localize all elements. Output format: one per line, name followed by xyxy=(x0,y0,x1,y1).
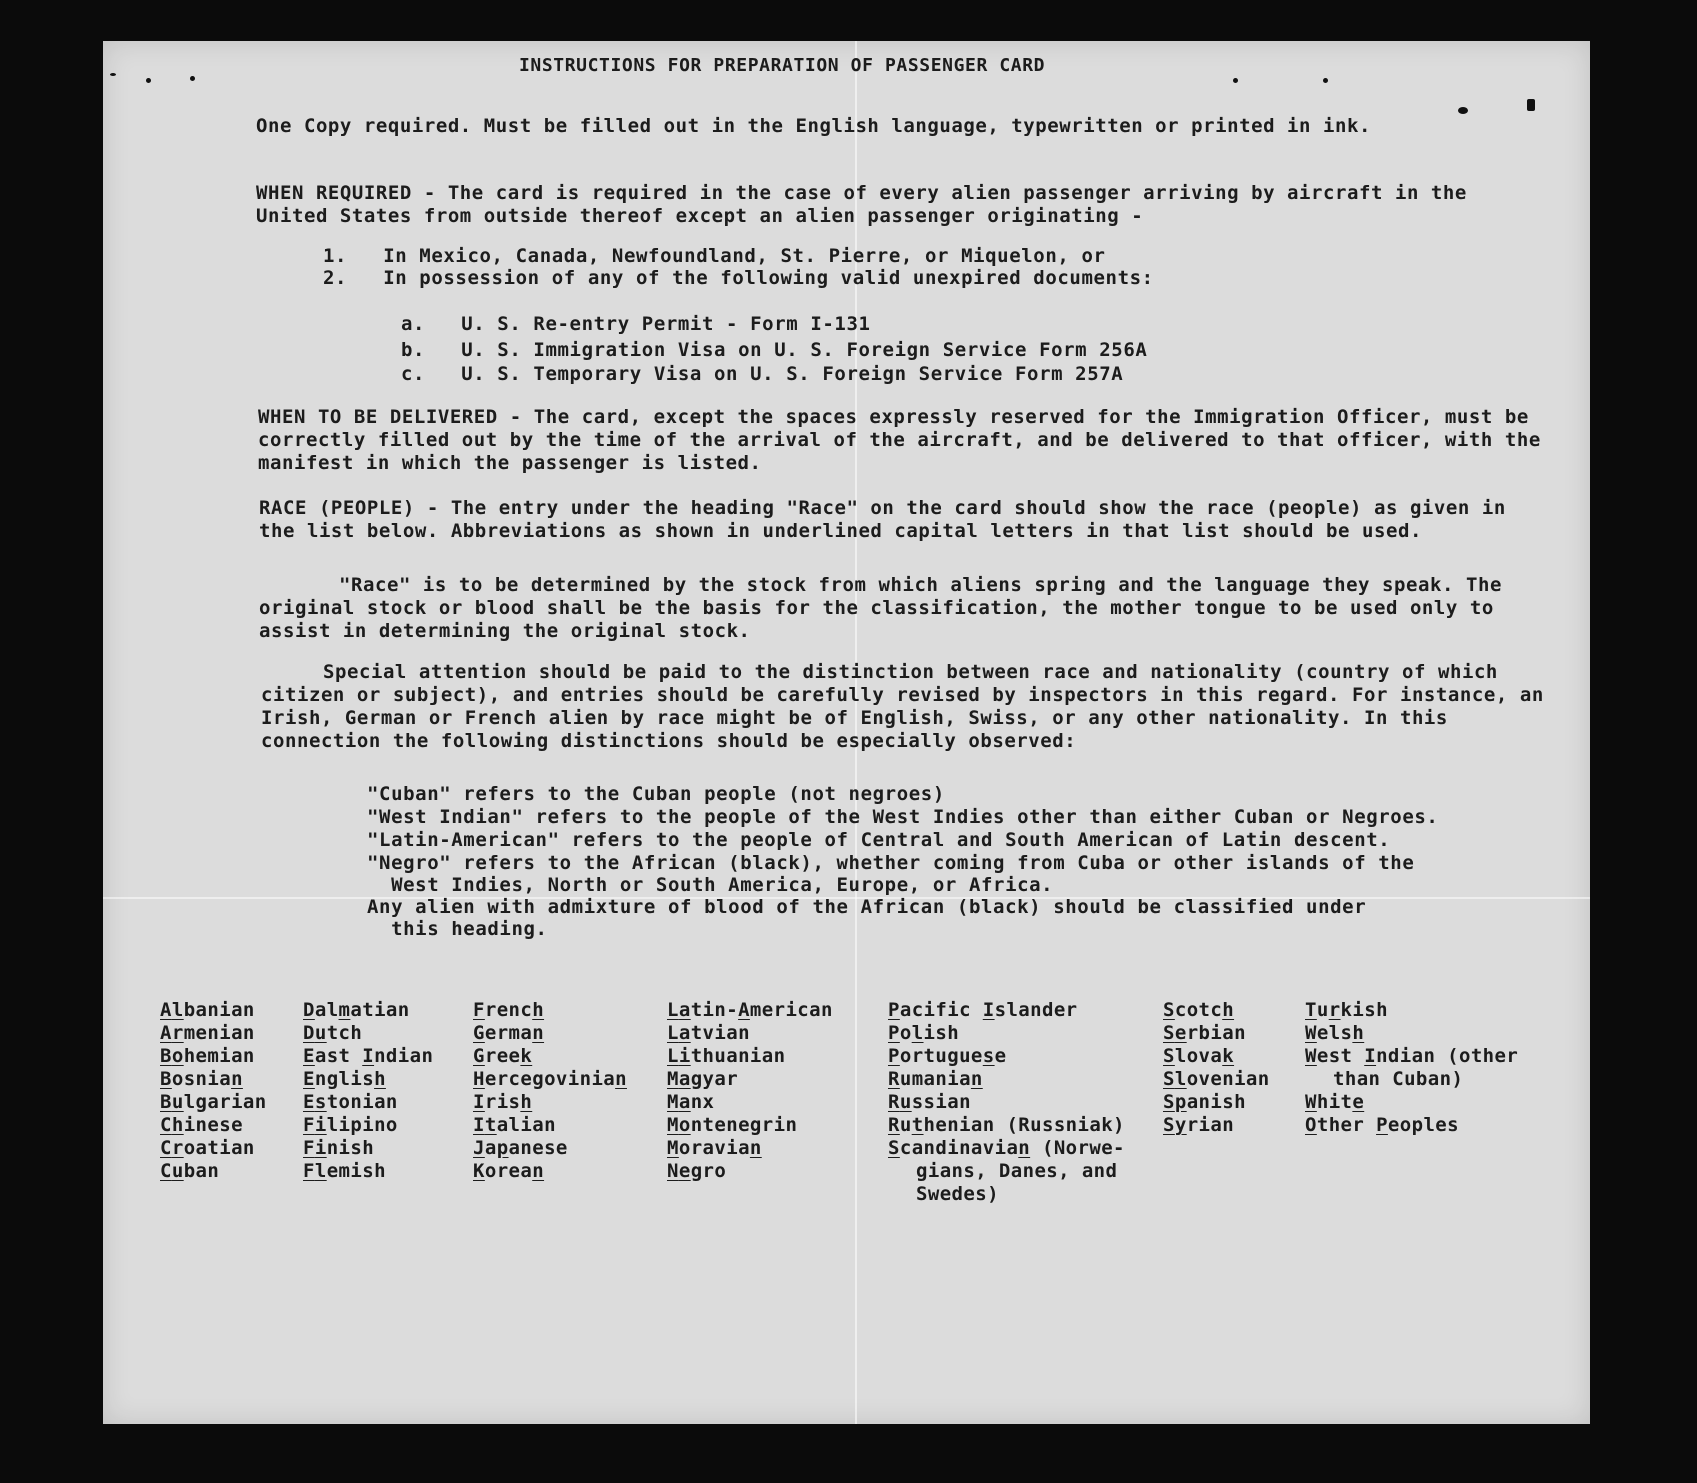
ink-speck xyxy=(190,76,195,81)
race-entry: Albanian xyxy=(160,999,255,1021)
race-entry: English xyxy=(303,1068,386,1090)
race-entry: Spanish xyxy=(1163,1091,1246,1113)
race-entry: Scotch xyxy=(1163,999,1235,1021)
race-column xyxy=(160,999,267,1183)
intro-paragraph: One Copy required. Must be filled out in the English language, typewritten or printed in ink. xyxy=(256,115,1371,137)
race-entry: French xyxy=(473,999,545,1021)
race-entry: Syrian xyxy=(1163,1114,1235,1136)
race-column xyxy=(1305,999,1518,1137)
race-entry: Estonian xyxy=(303,1091,398,1113)
race-entry: Latin-American xyxy=(667,999,833,1021)
when-delivered-paragraph: WHEN TO BE DELIVERED - The card, except the spaces expressly reserved for the Immigration Officer, must be correctly filled out by the time of the arrival of the aircraft, and be delivered to that officer, with the manifest in which the passenger is listed. xyxy=(258,406,1541,474)
race-entry: Bosnian xyxy=(160,1068,243,1090)
race-entry: Italian xyxy=(473,1114,556,1136)
race-entry: Dalmatian xyxy=(303,999,410,1021)
race-entry: Negro xyxy=(667,1160,727,1182)
race-entry: Dutch xyxy=(303,1022,363,1044)
ink-speck xyxy=(1233,78,1238,83)
document-page xyxy=(103,41,1590,1424)
race-entry: Japanese xyxy=(473,1137,568,1159)
race-entry: East Indian xyxy=(303,1045,434,1067)
distinction-item: this heading. xyxy=(367,918,548,940)
race-entry: Croatian xyxy=(160,1137,255,1159)
race-entry: Korean xyxy=(473,1160,545,1182)
distinction-item: Any alien with admixture of blood of the African (black) should be classified under xyxy=(367,896,1367,918)
document-item: a. U. S. Re-entry Permit - Form I-131 xyxy=(401,313,871,335)
ink-speck xyxy=(1527,99,1535,111)
race-entry: Manx xyxy=(667,1091,715,1113)
page-title: INSTRUCTIONS FOR PREPARATION OF PASSENGER CARD xyxy=(519,55,1046,76)
race-entry: Montenegrin xyxy=(667,1114,798,1136)
ink-speck xyxy=(146,78,151,83)
exception-item: 1. In Mexico, Canada, Newfoundland, St. Pierre, or Miquelon, or xyxy=(323,245,1106,267)
race-column xyxy=(667,999,833,1183)
race-entry: Moravian xyxy=(667,1137,762,1159)
race-entry: Irish xyxy=(473,1091,533,1113)
distinction-item: "Latin-American" refers to the people of Central and South American of Latin descent. xyxy=(367,829,1391,851)
race-entry: Russian xyxy=(888,1091,971,1113)
race-entry: Finish xyxy=(303,1137,375,1159)
race-entry: White xyxy=(1305,1091,1365,1113)
race-entry: Chinese xyxy=(160,1114,243,1136)
race-entry: Greek xyxy=(473,1045,533,1067)
document-item: b. U. S. Immigration Visa on U. S. Foreign Service Form 256A xyxy=(401,339,1148,361)
race-entry: Welsh xyxy=(1305,1022,1365,1044)
race-entry: Ruthenian (Russniak) xyxy=(888,1114,1125,1136)
race-entry: Lithuanian xyxy=(667,1045,786,1067)
race-entry: West Indian (other xyxy=(1305,1045,1519,1067)
race-column xyxy=(473,999,627,1183)
race-entry: Latvian xyxy=(667,1022,750,1044)
race-column xyxy=(303,999,433,1183)
ink-speck xyxy=(110,73,116,76)
race-entry: Rumanian xyxy=(888,1068,983,1090)
race-entry: than Cuban) xyxy=(1333,1068,1464,1090)
race-entry: Turkish xyxy=(1305,999,1388,1021)
distinction-item: West Indies, North or South America, Europe, or Africa. xyxy=(367,874,1054,896)
race-definition-paragraph: "Race" is to be determined by the stock from which aliens spring and the language they speak. The original stock or blood shall be the basis for the classification, the mother tongue to be used only to assist in determining the original stock. xyxy=(259,574,1502,642)
race-entry: Armenian xyxy=(160,1022,255,1044)
race-entry: Magyar xyxy=(667,1068,739,1090)
special-attention-paragraph: Special attention should be paid to the distinction between race and nationality (country of which citizen or subject), and entries should be carefully revised by inspectors in this regard. For instance, an Irish, German or French alien by race might be of English, Swiss, or any other nationality. In this connection the following distinctions should be especially observed: xyxy=(261,661,1544,752)
when-required-paragraph: WHEN REQUIRED - The card is required in the case of every alien passenger arriving by aircraft in the United States from outside thereof except an alien passenger originating - xyxy=(256,182,1467,227)
race-entry: Bulgarian xyxy=(160,1091,267,1113)
race-entry: Portuguese xyxy=(888,1045,1007,1067)
race-entry: Hercegovinian xyxy=(473,1068,627,1090)
distinction-item: "West Indian" refers to the people of the West Indies other than either Cuban or Negroes. xyxy=(367,806,1439,828)
ink-speck xyxy=(1323,78,1328,83)
race-entry: Cuban xyxy=(160,1160,220,1182)
race-entry: Flemish xyxy=(303,1160,386,1182)
race-people-paragraph: RACE (PEOPLE) - The entry under the heading "Race" on the card should show the race (people) as given in the list below. Abbreviations as shown in underlined capital letters in that list should be used. xyxy=(259,497,1506,542)
race-column xyxy=(888,999,1125,1206)
race-entry: German xyxy=(473,1022,545,1044)
race-entry: Serbian xyxy=(1163,1022,1246,1044)
distinction-item: "Cuban" refers to the Cuban people (not negroes) xyxy=(367,783,945,805)
race-entry: gians, Danes, and xyxy=(916,1160,1118,1182)
race-entry: Scandinavian (Norwe- xyxy=(888,1137,1125,1159)
race-entry: Swedes) xyxy=(916,1183,999,1205)
race-entry: Pacific Islander xyxy=(888,999,1078,1021)
exception-item: 2. In possession of any of the following valid unexpired documents: xyxy=(323,267,1154,289)
document-item: c. U. S. Temporary Visa on U. S. Foreign Service Form 257A xyxy=(401,363,1124,385)
race-entry: Slovak xyxy=(1163,1045,1235,1067)
race-column xyxy=(1163,999,1270,1137)
distinction-item: "Negro" refers to the African (black), whether coming from Cuba or other islands of the xyxy=(367,852,1415,874)
race-entry: Filipino xyxy=(303,1114,398,1136)
race-entry: Other Peoples xyxy=(1305,1114,1459,1136)
race-entry: Bohemian xyxy=(160,1045,255,1067)
ink-speck xyxy=(1458,107,1468,114)
race-entry: Polish xyxy=(888,1022,960,1044)
race-entry: Slovenian xyxy=(1163,1068,1270,1090)
